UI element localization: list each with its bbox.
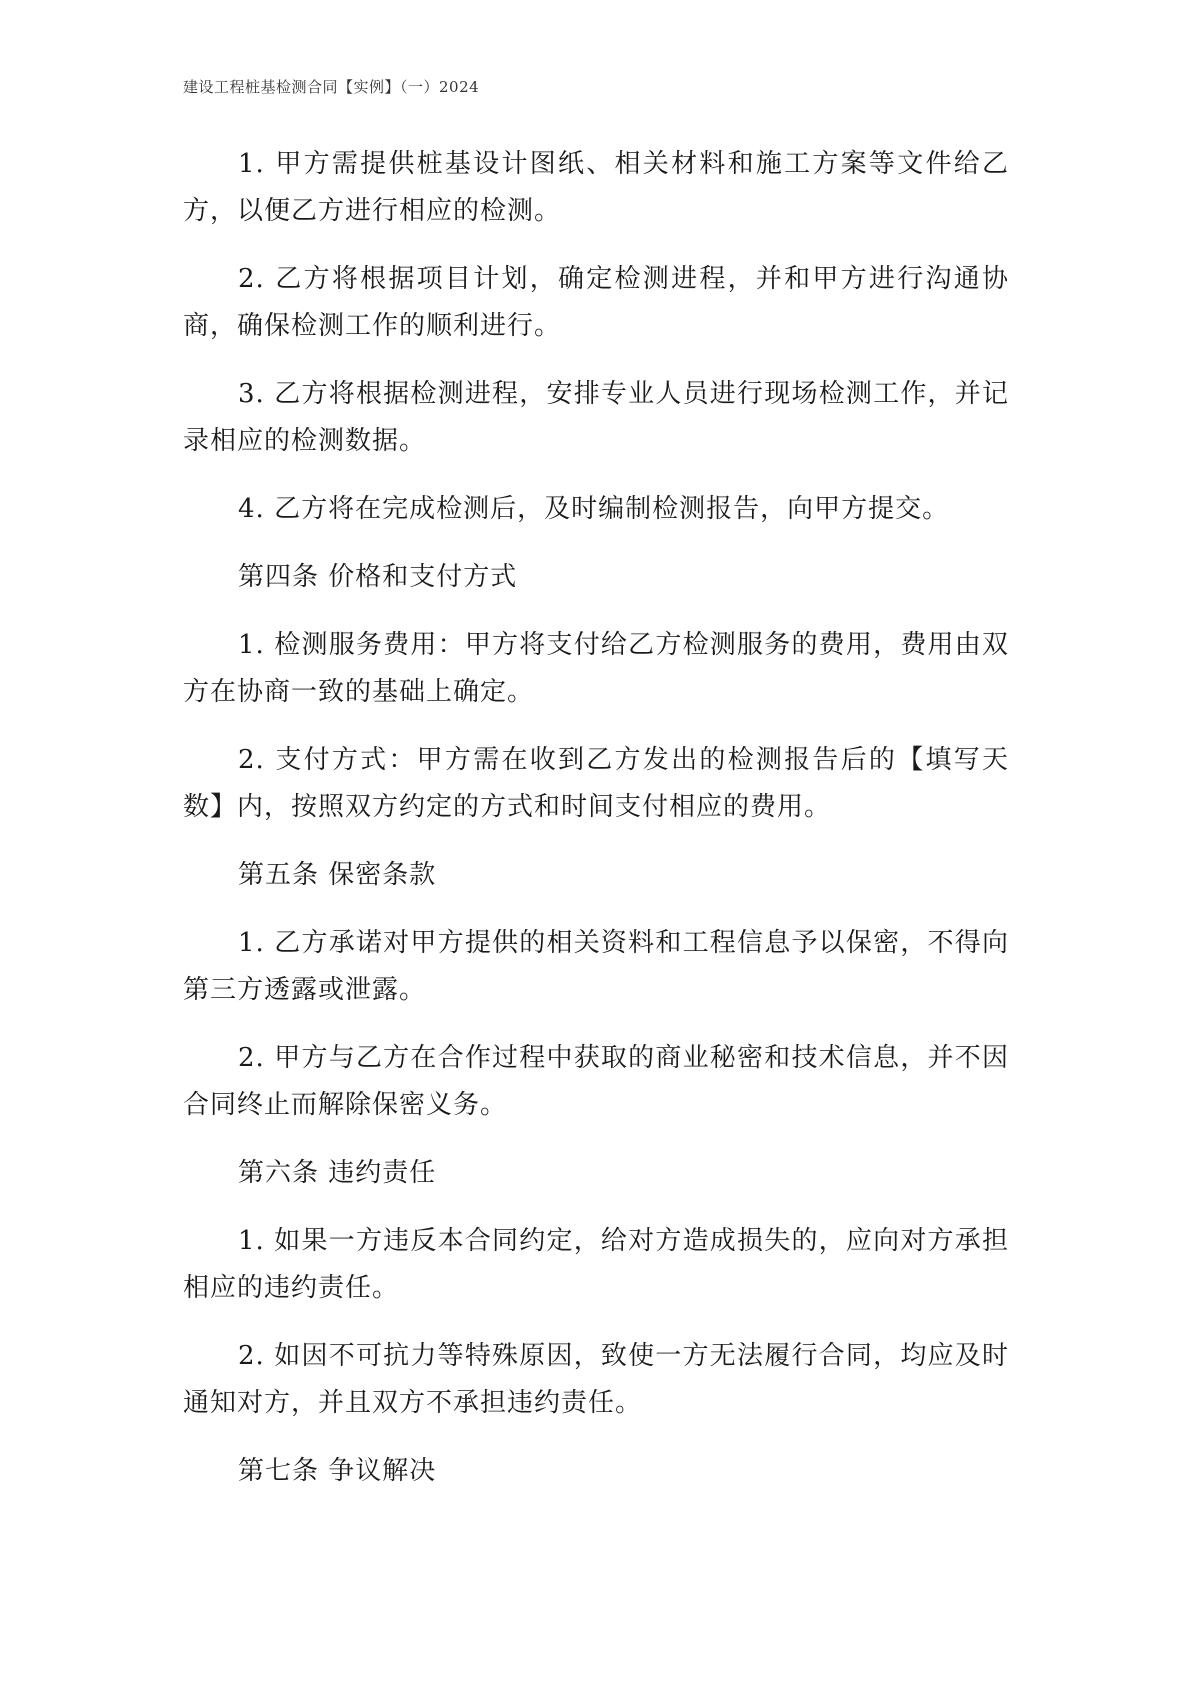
clause-paragraph: 3. 乙方将根据检测进程，安排专业人员进行现场检测工作，并记录相应的检测数据。 (183, 379, 1009, 456)
document-body (183, 141, 1009, 1516)
clause-paragraph: 1. 检测服务费用：甲方将支付给乙方检测服务的费用，费用由双方在协商一致的基础上确定。 (183, 630, 1009, 707)
clause-paragraph: 1. 乙方承诺对甲方提供的相关资料和工程信息予以保密，不得向第三方透露或泄露。 (183, 928, 1009, 1005)
article-heading: 第四条 价格和支付方式 (238, 562, 518, 592)
clause-paragraph: 1. 甲方需提供桩基设计图纸、相关材料和施工方案等文件给乙方，以便乙方进行相应的检测。 (183, 149, 1009, 226)
article-heading: 第六条 违约责任 (238, 1158, 437, 1188)
clause-paragraph: 2. 支付方式：甲方需在收到乙方发出的检测报告后的【填写天数】内，按照双方约定的方式和时间支付相应的费用。 (183, 745, 1009, 822)
article-heading: 第五条 保密条款 (238, 860, 437, 890)
clause-paragraph: 2. 甲方与乙方在合作过程中获取的商业秘密和技术信息，并不因合同终止而解除保密义务。 (183, 1043, 1009, 1120)
running-header: 建设工程桩基检测合同【实例】（一）2024 (183, 78, 480, 96)
clause-paragraph: 4. 乙方将在完成检测后，及时编制检测报告，向甲方提交。 (238, 494, 950, 524)
clause-paragraph: 2. 如因不可抗力等特殊原因，致使一方无法履行合同，均应及时通知对方，并且双方不承担违约责任。 (183, 1341, 1009, 1418)
clause-paragraph: 2. 乙方将根据项目计划，确定检测进程，并和甲方进行沟通协商，确保检测工作的顺利进行。 (183, 264, 1009, 341)
article-heading: 第七条 争议解决 (238, 1456, 437, 1486)
clause-paragraph: 1. 如果一方违反本合同约定，给对方造成损失的，应向对方承担相应的违约责任。 (183, 1226, 1009, 1303)
